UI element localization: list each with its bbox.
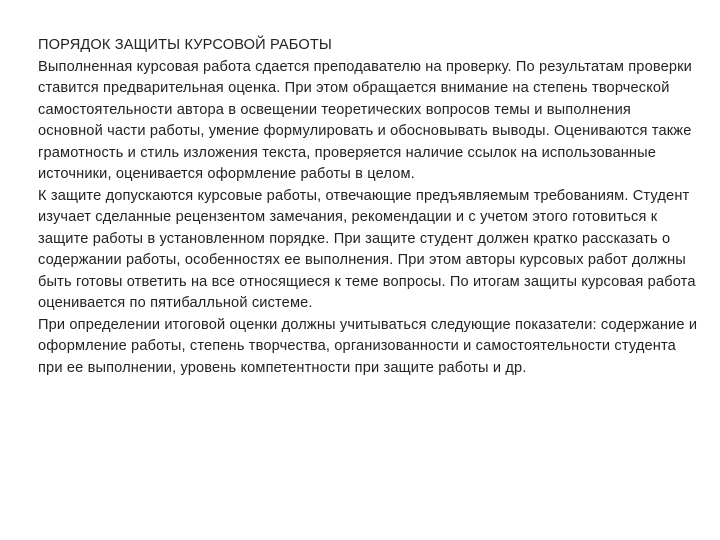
paragraph-submission: Выполненная курсовая работа сдается преподавателю на проверку. По результатам проверки ставится предварительная оценка. При этом обращается внимание на степень творческой самостоятельности автора в освещении теоретических вопросов темы и выполнения основной части работы, умение формулировать и обосновывать выводы. Оцениваются также грамотность и стиль изложения текста, проверяется наличие ссылок на использованные источники, оценивается оформление работы в целом. xyxy=(38,58,692,182)
paragraph-defense: К защите допускаются курсовые работы, отвечающие предъявляемым требованиям. Студент изучает сделанные рецензентом замечания, рекомендации и с учетом этого готовиться к защите работы в установленном порядке. При защите студент должен кратко рассказать о содержании работы, особенностях ее выполнения. При этом авторы курсовых работ должны быть готовы ответить на все относящиеся к теме вопросы. По итогам защиты курсовая работа оценивается по пятибалльной системе. xyxy=(38,187,696,311)
paragraph-final-grade: При определении итоговой оценки должны учитываться следующие показатели: содержание и оформление работы, степень творчества, организованности и самостоятельности студента при ее выполнении, уровень компетентности при защите работы и др. xyxy=(38,316,698,376)
document-body xyxy=(38,35,698,379)
document-title: ПОРЯДОК ЗАЩИТЫ КУРСОВОЙ РАБОТЫ xyxy=(38,37,333,53)
